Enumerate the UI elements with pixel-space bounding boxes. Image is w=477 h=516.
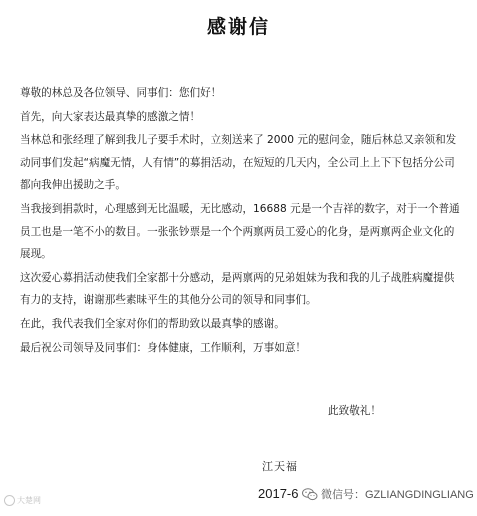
letter-date: 2017-6 xyxy=(258,486,299,501)
letter-paragraph: 当我接到捐款时，心理感到无比温暖，无比感动，16688 元是一个吉祥的数字，对于一个普通员工也是一笔不小的数目。一张张钞票是一个个两禀两员工爱心的化身，是两禀两企业文化的展现。 xyxy=(20,202,460,261)
right-watermark-text: 微信号：GZLIANGDINGLIANG xyxy=(321,489,474,501)
letter-paragraph: 首先，向大家表达最真挚的感激之情！ xyxy=(20,110,201,123)
letter-paragraph: 这次爱心募捐活动使我们全家都十分感动，是两禀两的兄弟姐妹为我和我的儿子战胜病魔提供有力的支持，谢谢那些素昧平生的其他分公司的领导和同事们。 xyxy=(20,271,455,307)
closing-line: 此致敬礼！ xyxy=(328,405,381,417)
left-watermark-text: 大楚网 xyxy=(17,496,41,505)
left-watermark xyxy=(4,495,41,506)
letter-paragraph: 在此，我代表我们全家对你们的帮助致以最真挚的感谢。 xyxy=(20,317,285,330)
watermark-logo-icon xyxy=(4,495,15,506)
salutation-paragraph: 尊敬的林总及各位领导、同事们：您们好！ xyxy=(20,87,222,99)
signature-name: 江天福 xyxy=(262,460,298,473)
letter-body xyxy=(20,82,462,359)
letter-paragraph: 最后祝公司领导及同事们：身体健康，工作顺利，万事如意！ xyxy=(20,341,307,354)
wechat-icon xyxy=(302,488,318,501)
letter-title: 感谢信 xyxy=(206,16,270,38)
letter-paragraph: 当林总和张经理了解到我儿子要手术时，立刻送来了 2000 元的慰问金，随后林总又亲领和发动同事们发起“病魔无情，人有情”的募捐活动，在短短的几天内，全公司上上下下包括分公司都向我伸出援助之手。 xyxy=(20,134,457,192)
right-watermark xyxy=(302,486,474,502)
